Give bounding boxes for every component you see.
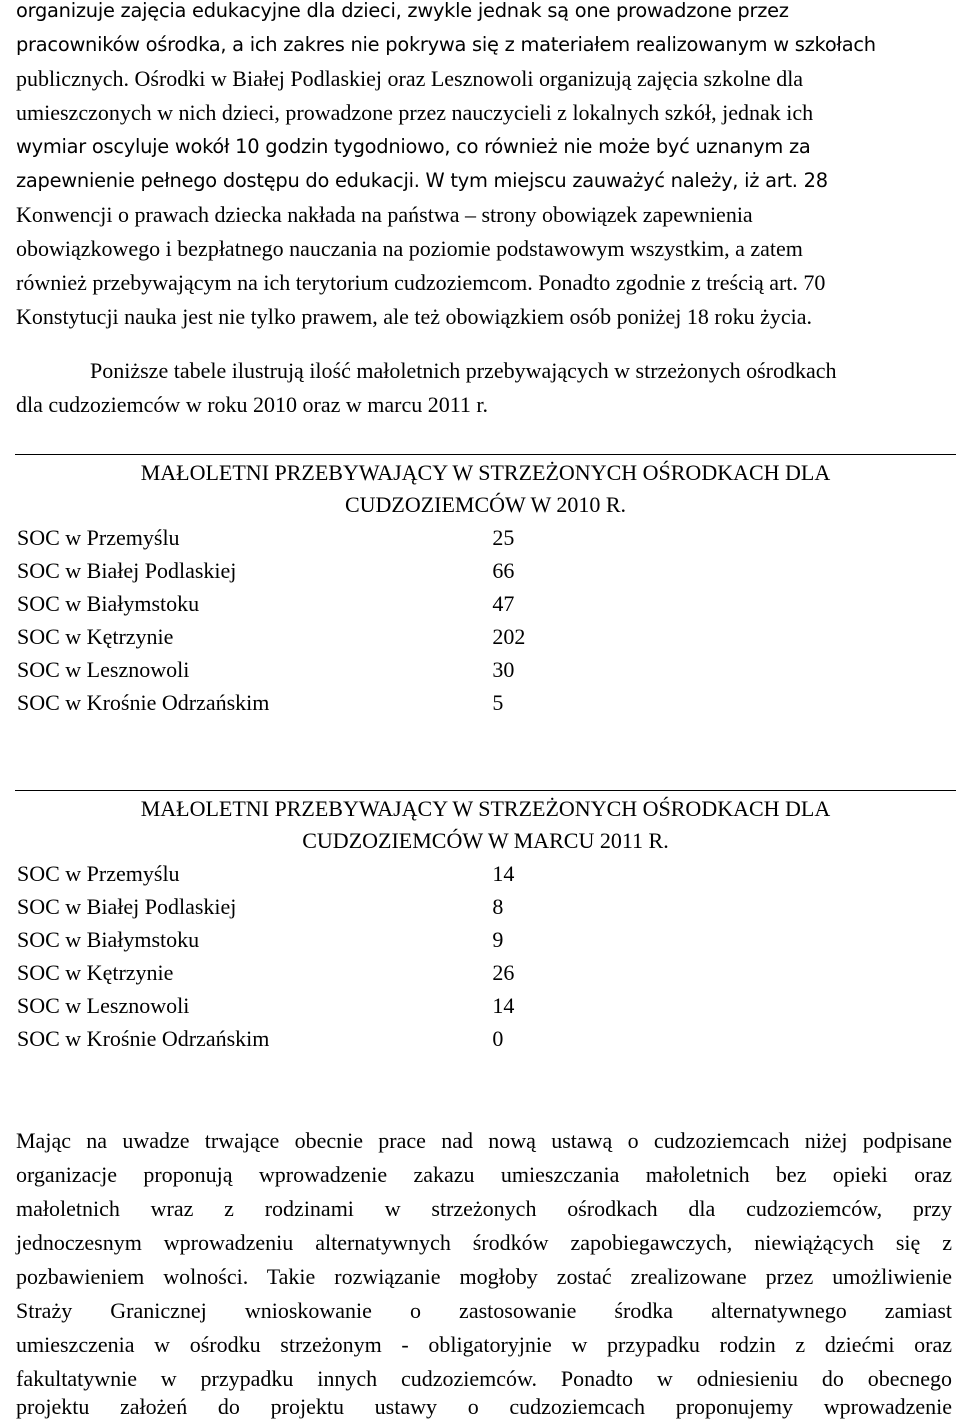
text-line: Straży Granicznej wnioskowanie o zastosowanie środka alternatywnego zamiast [16,1298,952,1323]
facility-name: SOC w Przemyślu [17,861,180,886]
facility-name: SOC w Krośnie Odrzańskim [17,1026,270,1051]
text-line: Konwencji o prawach dziecka nakłada na państwa – strony obowiązek zapewnienia [16,202,753,227]
table-row [15,554,956,587]
text-line: zapewnienie pełnego dostępu do edukacji. W tym miejscu zauważyć należy, iż art. 28 [16,169,828,192]
table-row [15,587,956,620]
text-line: Mając na uwadze trwające obecnie prace nad nową ustawą o cudzoziemcach niżej podpisane [16,1128,952,1153]
minor-count: 202 [492,624,526,649]
table-row [15,620,956,653]
table-row [15,923,956,956]
heading-line: CUDZOZIEMCÓW W 2010 R. [344,492,627,517]
table-row [15,686,956,719]
paragraph-tables-intro [16,354,951,388]
table-row [15,956,956,989]
text-line: obowiązkowego i bezpłatnego nauczania na poziomie podstawowym wszystkim, a zatem [16,236,803,261]
text-line: Konstytucji nauka jest nie tylko prawem, ale też obowiązkiem osób poniżej 18 roku życia. [16,304,813,329]
text-line: również przebywającym na ich terytorium cudzoziemcom. Ponadto zgodnie z treścią art. 70 [16,270,826,295]
table-heading-row [15,455,956,521]
minor-count: 26 [492,960,515,985]
text-line: dla cudzoziemców w roku 2010 oraz w marcu 2011 r. [16,392,489,417]
heading-line: MAŁOLETNI PRZEBYWAJĄCY W STRZEŻONYCH OŚRODKACH DLA [140,460,831,485]
text-line: umieszczonych w nich dzieci, prowadzone przez nauczycieli z lokalnych szkół, jednak ich [16,100,814,125]
text-line: pracowników ośrodka, a ich zakres nie pokrywa się z materiałem realizowanym w szkołach [16,33,876,56]
minor-count: 47 [492,591,515,616]
facility-name: SOC w Lesznowoli [17,657,190,682]
minor-count: 14 [492,861,515,886]
facility-name: SOC w Białymstoku [17,591,200,616]
minor-count: 0 [492,1026,504,1051]
minor-count: 66 [492,558,515,583]
table-heading [15,455,956,521]
minor-count: 25 [492,525,515,550]
text-line: Poniższe tabele ilustrują ilość małoletnich przebywających w strzeżonych ośrodkach [90,358,837,383]
table-heading-row [15,791,956,857]
minor-count: 30 [492,657,515,682]
heading-line: CUDZOZIEMCÓW W MARCU 2011 R. [302,828,669,853]
facility-name: SOC w Lesznowoli [17,993,190,1018]
table-row [15,857,956,890]
table-heading [15,791,956,857]
table-row [15,521,956,554]
heading-line: MAŁOLETNI PRZEBYWAJĄCY W STRZEŻONYCH OŚRODKACH DLA [140,796,831,821]
facility-name: SOC w Krośnie Odrzańskim [17,690,270,715]
text-line: organizuje zajęcia edukacyjne dla dzieci, zwykle jednak są one prowadzone przez [16,0,789,22]
text-line: wymiar oscyluje wokół 10 godzin tygodniowo, co również nie może być uznanym za [16,135,811,158]
text-line: umieszczenia w ośrodku strzeżonym - obligatoryjnie w przypadku rodzin z dziećmi oraz [16,1332,952,1357]
table-row [15,653,956,686]
facility-name: SOC w Kętrzynie [17,624,174,649]
text-line: publicznych. Ośrodki w Białej Podlaskiej oraz Lesznowoli organizują zajęcia szkolne dla [16,66,804,91]
facility-name: SOC w Przemyślu [17,525,180,550]
text-line: jednoczesnym wprowadzeniu alternatywnych środków zapobiegawczych, niewiążących się z [16,1230,952,1255]
text-line: małoletnich wraz z rodzinami w strzeżonych ośrodkach dla cudzoziemców, przy [16,1196,952,1221]
facility-name: SOC w Białej Podlaskiej [17,558,237,583]
facility-name: SOC w Kętrzynie [17,960,174,985]
table-minors-2010 [15,455,956,719]
minor-count: 8 [492,894,504,919]
facility-name: SOC w Białej Podlaskiej [17,894,237,919]
table-row [15,989,956,1022]
text-line: organizacje proponują wprowadzenie zakazu umieszczania małoletnich bez opieki oraz [16,1162,952,1187]
table-minors-march-2011 [15,791,956,1055]
facility-name: SOC w Białymstoku [17,927,200,952]
text-line: pozbawieniem wolności. Takie rozwiązanie mogłoby zostać zrealizowane przez umożliwienie [16,1264,952,1289]
table-row [15,890,956,923]
text-line: projektu założeń do projektu ustawy o cudzoziemcach proponujemy wprowadzenie [16,1394,952,1419]
minor-count: 14 [492,993,515,1018]
text-line: fakultatywnie w przypadku innych cudzoziemców. Ponadto w odniesieniu do obecnego [16,1366,952,1391]
minor-count: 9 [492,927,504,952]
table-row [15,1022,956,1055]
minor-count: 5 [492,690,504,715]
